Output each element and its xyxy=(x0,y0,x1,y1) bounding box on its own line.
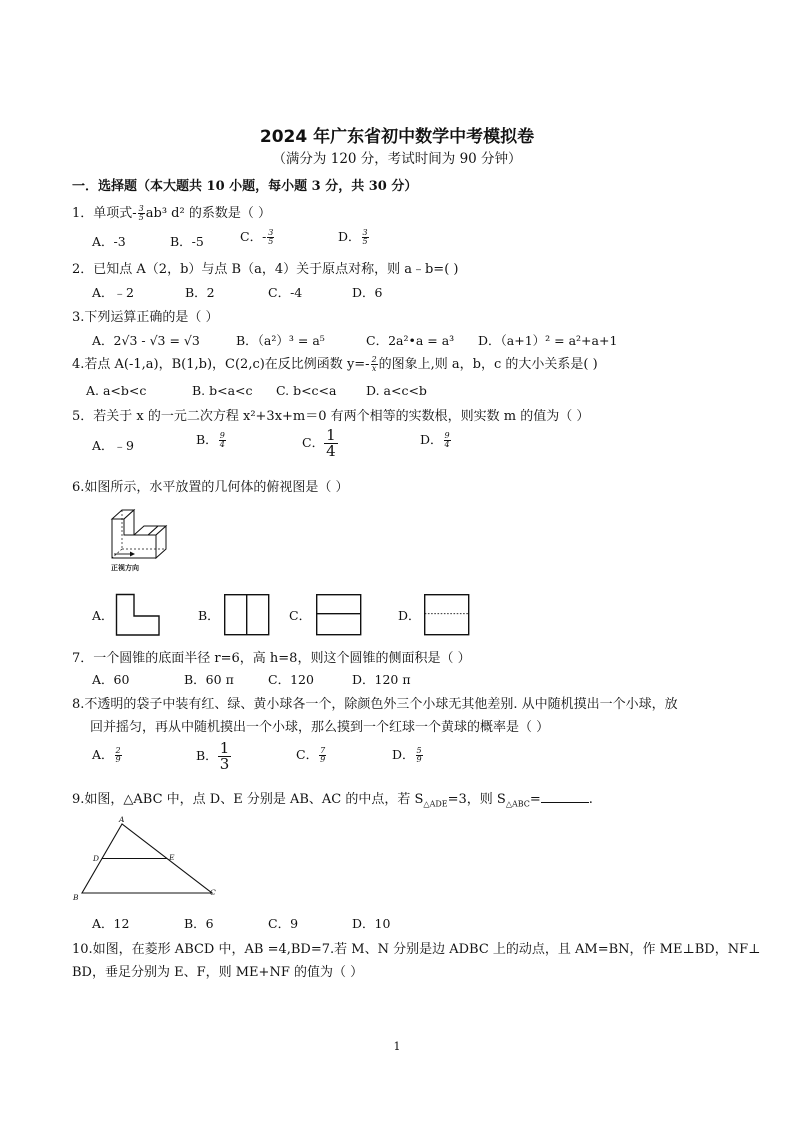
question-6: 6.如图所示，水平放置的几何体的俯视图是（ ） xyxy=(72,480,349,495)
question-10-line1: 10.如图，在菱形 ABCD 中，AB =4,BD=7.若 M、N 分别是边 ADBC 上的动点，且 AM=BN，作 ME⊥BD，NF⊥ xyxy=(72,942,761,957)
q9-label-d: D xyxy=(93,854,100,863)
question-7: 7．一个圆锥的底面半径 r=6，高 h=8，则这个圆锥的侧面积是（ ） xyxy=(72,651,471,666)
q1-fraction: $\frac{3}{5}$ xyxy=(138,204,144,222)
q2-option-d: D．6 xyxy=(352,285,383,300)
q6-option-b-figure xyxy=(224,594,270,636)
q2-option-c: C．-4 xyxy=(268,285,303,300)
q6-option-c-figure xyxy=(316,594,362,636)
q3-option-b: B．（a²）³ = a⁵ xyxy=(236,333,325,348)
q6-option-b-label: B． xyxy=(198,608,220,623)
q6-option-a-label: A． xyxy=(92,608,114,623)
q7-option-b: B．60 π xyxy=(184,672,234,687)
q5-option-b: B． $\frac{9}{4}$ xyxy=(196,431,225,449)
q5-option-c: C． $\frac{1}{4}$ xyxy=(302,426,336,460)
q4-option-d: D. a<c<b xyxy=(366,383,427,398)
question-9: 9.如图，△ABC 中，点 D、E 分别是 AB、AC 的中点，若 $S_{\triangle ADE}=3$，则 $S_{\triangle ABC}=$ . xyxy=(72,792,593,809)
page-title: 2024 年广东省初中数学中考模拟卷 xyxy=(259,127,535,147)
q9-label-c: C xyxy=(210,888,216,897)
q8-option-d: D． $\frac{5}{9}$ xyxy=(392,746,422,764)
question-10-line2: BD，垂足分别为 E、F，则 ME+NF 的值为（ ） xyxy=(72,965,364,980)
q4-option-c: C. b<c<a xyxy=(276,383,337,398)
q1-option-c: C．- $\frac{3}{5}$ xyxy=(240,228,274,246)
q9-option-a: A．12 xyxy=(92,916,130,931)
q4-option-a: A. a<b<c xyxy=(86,383,147,398)
q5-option-a: A．﹣9 xyxy=(92,438,134,453)
q9-answer-blank[interactable] xyxy=(541,790,589,803)
q3-option-c: C．2a²•a = a³ xyxy=(366,333,455,348)
q9-option-b: B．6 xyxy=(184,916,214,931)
q3-option-d: D．（a+1）² = a²+a+1 xyxy=(478,333,618,348)
q6-solid-figure xyxy=(104,505,170,565)
page-subtitle: （满分为 120 分，考试时间为 90 分钟） xyxy=(272,151,522,167)
q4-option-b: B. b<a<c xyxy=(192,383,253,398)
question-5: 5．若关于 x 的一元二次方程 x²+3x+m＝0 有两个相等的实数根，则实数 m 的值为（ ） xyxy=(72,409,590,424)
q6-figure-caption: 正视方向 xyxy=(111,564,139,572)
q7-option-c: C．120 xyxy=(268,672,314,687)
q7-option-a: A．60 xyxy=(92,672,130,687)
question-4: 4.若点 A(-1,a)，B(1,b)，C(2,c)在反比例函数 y=- $\frac{2}{x}$ 的图象上,则 a，b，c 的大小关系是( ) xyxy=(72,355,598,373)
q6-option-c-label: C． xyxy=(289,608,312,623)
section-heading: 一．选择题（本大题共 10 小题，每小题 3 分，共 30 分） xyxy=(72,179,418,194)
question-3: 3.下列运算正确的是（ ） xyxy=(72,310,219,325)
q1-option-b: B．-5 xyxy=(170,234,204,249)
question-1 xyxy=(72,202,271,222)
q9-triangle-figure xyxy=(72,814,222,904)
q6-option-d-label: D． xyxy=(398,608,421,623)
q1-option-d: D． $\frac{3}{5}$ xyxy=(338,228,368,246)
q2-option-a: A．﹣2 xyxy=(92,285,134,300)
q2-option-b: B．2 xyxy=(185,285,215,300)
q1-option-a: A．-3 xyxy=(92,234,126,249)
question-8-line1: 8.不透明的袋子中装有红、绿、黄小球各一个，除颜色外三个小球无其他差别. 从中随机摸出一个小球，放 xyxy=(72,697,678,712)
q8-option-b: B． $\frac{1}{3}$ xyxy=(196,739,230,773)
q9-label-a: A xyxy=(119,815,125,824)
q6-option-d-figure xyxy=(424,594,470,636)
q5-option-d: D． $\frac{9}{4}$ xyxy=(420,431,450,449)
q9-option-d: D．10 xyxy=(352,916,391,931)
q7-option-d: D．120 π xyxy=(352,672,411,687)
question-2: 2．已知点 A（2，b）与点 B（a，4）关于原点对称，则 a﹣b=( ) xyxy=(72,262,459,277)
q9-option-c: C．9 xyxy=(268,916,299,931)
q9-label-b: B xyxy=(73,893,79,902)
q8-option-c: C． $\frac{7}{9}$ xyxy=(296,746,326,764)
q3-option-a: A．2√3 - √3 = √3 xyxy=(92,333,200,348)
page-number: 1 xyxy=(393,1040,401,1053)
q1-suffix: ab³ d² 的系数是（ ） xyxy=(145,206,271,221)
q8-option-a: A． $\frac{2}{9}$ xyxy=(92,746,121,764)
q9-label-e: E xyxy=(169,853,175,862)
question-8-line2: 回并摇匀，再从中随机摸出一个小球，那么摸到一个红球一个黄球的概率是（ ） xyxy=(90,720,550,735)
q6-option-a-figure xyxy=(116,594,160,636)
q1-prefix: 1．单项式- xyxy=(72,206,137,221)
